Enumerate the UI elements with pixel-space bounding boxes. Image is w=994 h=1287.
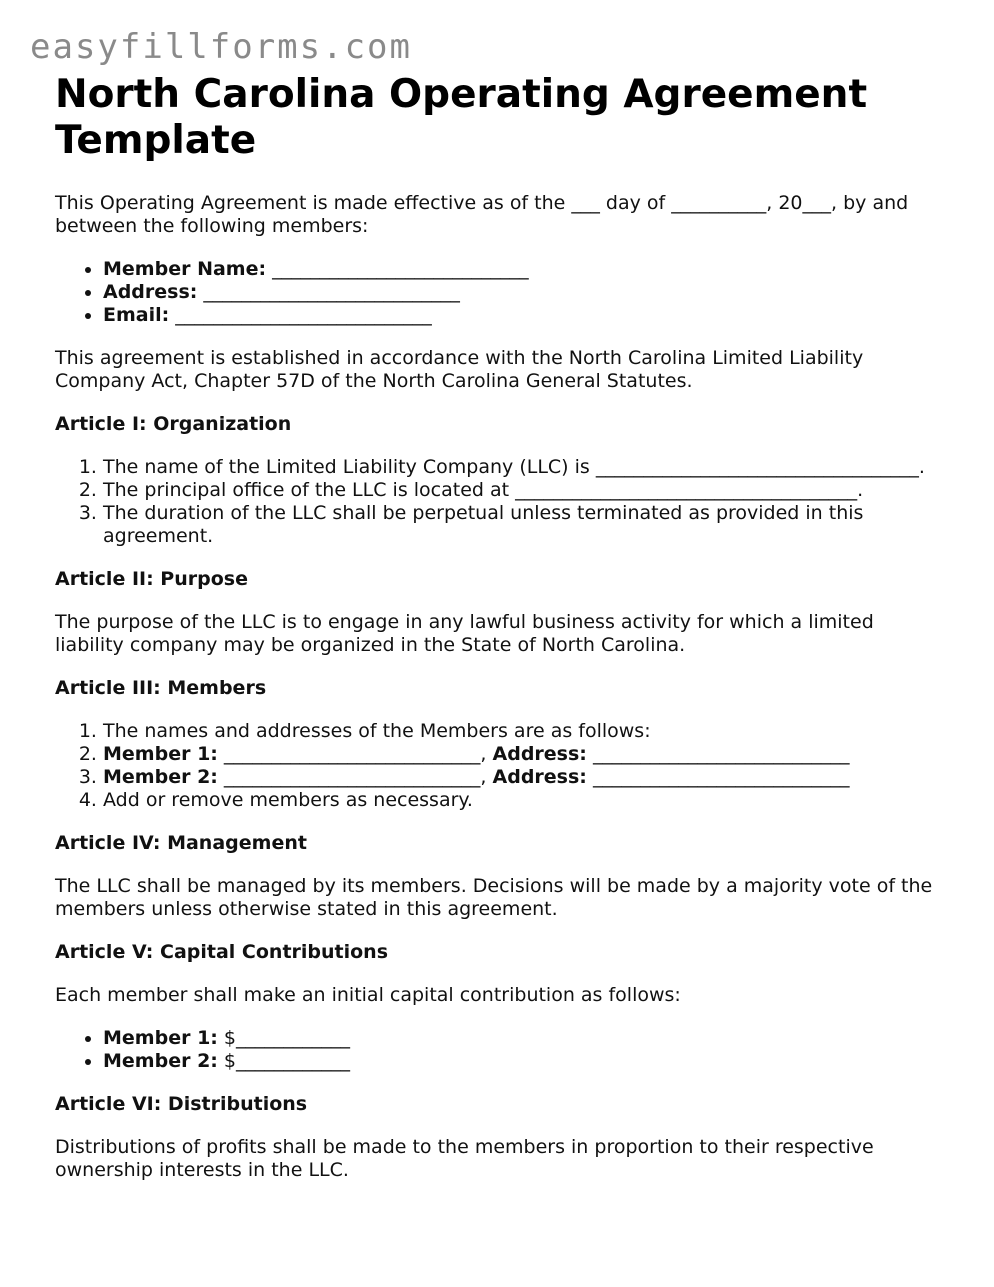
accordance-paragraph: This agreement is established in accordance with the North Carolina Limited Liability Company Act, Chapter 57D of the North Carolina General Statutes. [55, 347, 864, 392]
list-item: 1. The names and addresses of the Members are as follows: [103, 720, 935, 743]
article-5-text: Each member shall make an initial capital contribution as follows: [55, 984, 681, 1006]
field-blank: ___________________________ [197, 281, 460, 303]
article-1-list [55, 456, 935, 548]
article-3-heading: Article III: Members [55, 677, 267, 699]
member-blank: ___________________________, [217, 743, 493, 765]
article-3-list [55, 720, 935, 812]
address-blank: ___________________________ [586, 743, 850, 765]
capital-contributions-list [55, 1027, 935, 1073]
member-name-field [103, 258, 935, 281]
member-1-row [103, 743, 935, 766]
field-label: Member Name: [103, 258, 267, 280]
article-6-text: Distributions of profits shall be made to the members in proportion to their respective ownership interests in the LLC. [55, 1136, 874, 1181]
article-2-text: The purpose of the LLC is to engage in any lawful business activity for which a limited liability company may be organized in the State of North Carolina. [55, 611, 874, 656]
article-4-heading: Article IV: Management [55, 832, 307, 854]
member-fields-list [55, 258, 935, 327]
field-blank: ___________________________ [169, 304, 432, 326]
email-field [103, 304, 935, 327]
article-1-heading: Article I: Organization [55, 413, 292, 435]
field-label: Email: [103, 304, 170, 326]
article-6-heading: Article VI: Distributions [55, 1093, 308, 1115]
member-label: Member 1: [103, 743, 218, 765]
member-label: Member 2: [103, 1050, 218, 1072]
address-label: Address: [492, 766, 587, 788]
amount-blank: $____________ [217, 1027, 351, 1049]
article-5-heading: Article V: Capital Contributions [55, 941, 389, 963]
article-4-text: The LLC shall be managed by its members. Decisions will be made by a majority vote of the members unless otherwise stated in this agreement. [55, 875, 933, 920]
amount-blank: $____________ [217, 1050, 351, 1072]
list-item: 1. The name of the Limited Liability Company (LLC) is __________________________________. [103, 456, 935, 479]
field-label: Address: [103, 281, 198, 303]
member-2-row [103, 766, 935, 789]
list-item: 2. The principal office of the LLC is located at ____________________________________. [103, 479, 935, 502]
watermark: easyfillforms.com [30, 27, 412, 67]
contribution-item [103, 1027, 935, 1050]
contribution-item [103, 1050, 935, 1073]
list-item: 3. The duration of the LLC shall be perpetual unless terminated as provided in this agreement. [103, 502, 935, 548]
member-label: Member 1: [103, 1027, 218, 1049]
page-title: North Carolina Operating Agreement Template [55, 72, 868, 163]
member-label: Member 2: [103, 766, 218, 788]
address-field [103, 281, 935, 304]
intro-paragraph: This Operating Agreement is made effective as of the ___ day of __________, 20___, by and between the following members: [55, 192, 909, 237]
document-body [55, 72, 935, 1202]
field-blank: ___________________________ [266, 258, 529, 280]
article-2-heading: Article II: Purpose [55, 568, 248, 590]
address-label: Address: [492, 743, 587, 765]
member-blank: ___________________________, [217, 766, 493, 788]
address-blank: ___________________________ [586, 766, 850, 788]
list-item: 4. Add or remove members as necessary. [103, 789, 935, 812]
